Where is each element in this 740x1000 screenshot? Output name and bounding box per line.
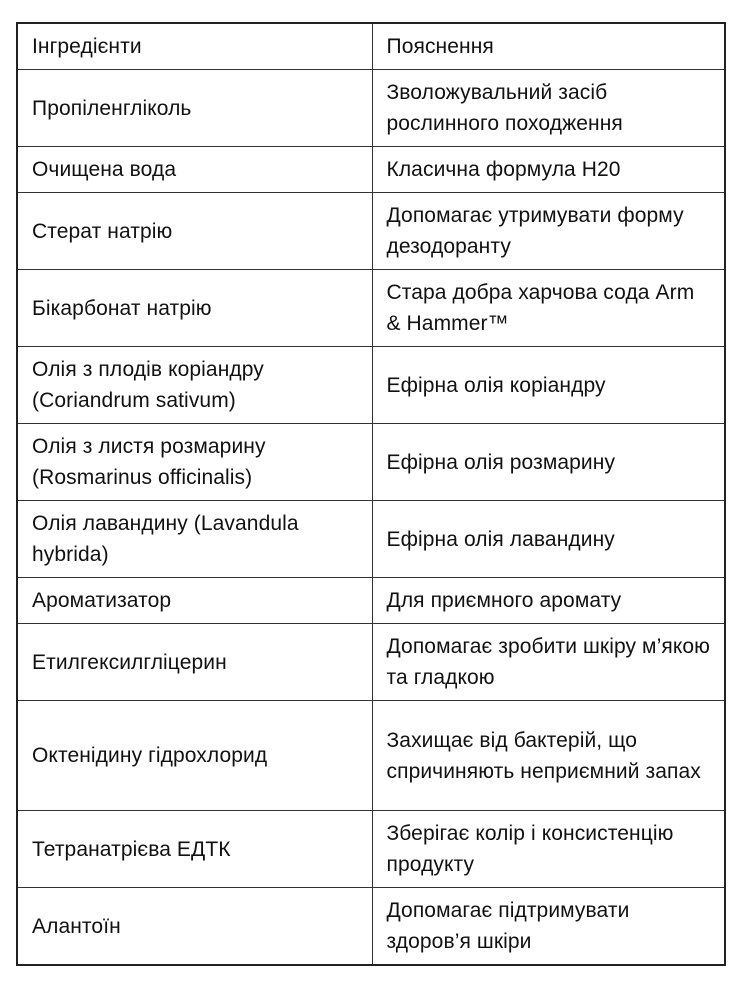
ingredient-cell: Октенідину гідрохлорид — [17, 701, 372, 811]
explanation-cell: Ефірна олія розмарину — [372, 424, 725, 501]
ingredient-cell: Етилгексилгліцерин — [17, 624, 372, 701]
table-row — [17, 147, 725, 193]
ingredient-cell: Ароматизатор — [17, 578, 372, 624]
table-row — [17, 624, 725, 701]
table-row — [17, 347, 725, 424]
explanation-cell: Допомагає утримувати форму дезодоранту — [372, 193, 725, 270]
table-row — [17, 270, 725, 347]
ingredient-cell: Олія лавандину (Lavandula hybrida) — [17, 501, 372, 578]
ingredients-table-container — [16, 22, 724, 966]
ingredient-cell: Стерат натрію — [17, 193, 372, 270]
ingredient-cell: Тетранатрієва ЕДТК — [17, 811, 372, 888]
explanation-cell: Ефірна олія коріандру — [372, 347, 725, 424]
table-row — [17, 70, 725, 147]
explanation-cell: Зберігає колір і консистенцію продукту — [372, 811, 725, 888]
header-explanation: Пояснення — [372, 23, 725, 70]
header-ingredients: Інгредієнти — [17, 23, 372, 70]
ingredient-cell: Пропіленгліколь — [17, 70, 372, 147]
table-row — [17, 811, 725, 888]
explanation-cell: Допомагає зробити шкіру м’якою та гладкою — [372, 624, 725, 701]
table-header-row — [17, 23, 725, 70]
explanation-cell: Зволожувальний засіб рослинного походження — [372, 70, 725, 147]
table-row — [17, 501, 725, 578]
ingredient-cell: Олія з листя розмарину (Rosmarinus officinalis) — [17, 424, 372, 501]
table-row — [17, 888, 725, 966]
table-row — [17, 701, 725, 811]
ingredients-table — [16, 22, 726, 966]
explanation-cell: Допомагає підтримувати здоров’я шкіри — [372, 888, 725, 966]
ingredient-cell: Олія з плодів коріандру (Coriandrum sativum) — [17, 347, 372, 424]
explanation-cell: Ефірна олія лавандину — [372, 501, 725, 578]
ingredient-cell: Очищена вода — [17, 147, 372, 193]
explanation-cell: Класична формула H20 — [372, 147, 725, 193]
table-row — [17, 193, 725, 270]
explanation-cell: Для приємного аромату — [372, 578, 725, 624]
explanation-cell: Стара добра харчова сода Arm & Hammer™ — [372, 270, 725, 347]
ingredient-cell: Бікарбонат натрію — [17, 270, 372, 347]
table-row — [17, 424, 725, 501]
table-row — [17, 578, 725, 624]
explanation-cell: Захищає від бактерій, що спричиняють неприємний запах — [372, 701, 725, 811]
ingredient-cell: Алантоїн — [17, 888, 372, 966]
